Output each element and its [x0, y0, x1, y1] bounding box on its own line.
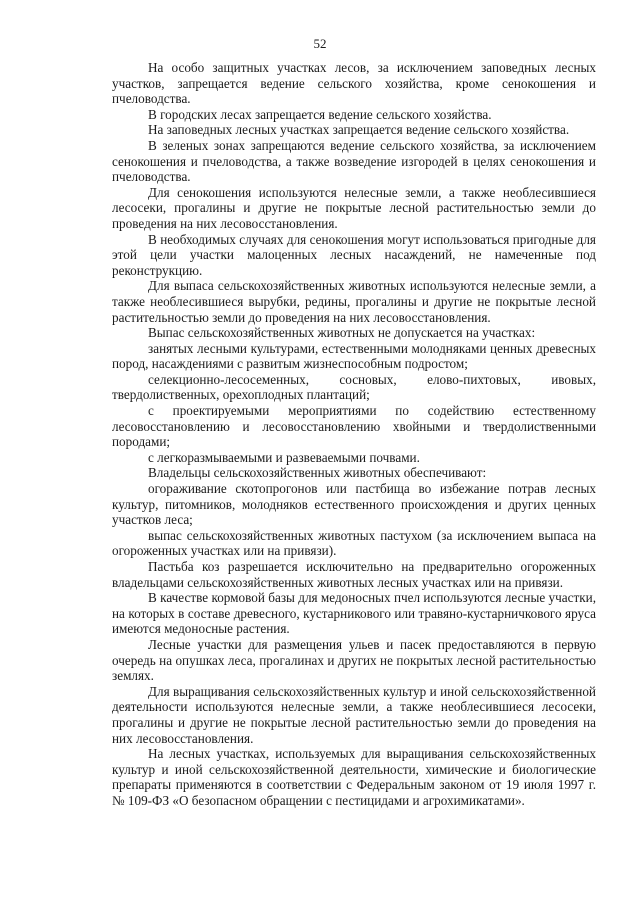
paragraph: В качестве кормовой базы для медоносных пчел используются лесные участки, на которых в составе древесного, кустарникового или травяно-кустарничкового яруса имеются медоносные растения.	[112, 590, 596, 637]
page-number: 52	[313, 36, 327, 51]
list-item: с легкоразмываемыми и развеваемыми почвами.	[148, 449, 420, 465]
paragraph: В зеленых зонах запрещаются ведение сельского хозяйства, за исключением сенокошения и пчеловодства, а также возведение изгородей в целях сенокошения и пчеловодства.	[112, 137, 596, 185]
paragraph: На заповедных лесных участках запрещается ведение сельского хозяйства.	[148, 122, 570, 138]
paragraph: В необходимых случаях для сенокошения могут использоваться пригодные для этой цели участки малоценных лесных насаждений, не намеченные под реконструкцию.	[112, 231, 596, 278]
paragraph: В городских лесах запрещается ведение сельского хозяйства.	[148, 106, 492, 122]
paragraph: Выпас сельскохозяйственных животных не допускается на участках:	[148, 325, 536, 341]
paragraph: Пастьба коз разрешается исключительно на предварительно огороженных владельцами сельскохозяйственных животных лесных участках или на привязи.	[112, 559, 596, 590]
list-item: огораживание скотопрогонов или пастбища во избежание потрав лесных культур, питомников, молодняков естественного происхождения и других ценных участков леса;	[112, 481, 596, 528]
paragraph: Для выпаса сельскохозяйственных животных используются нелесные земли, а также необлесившиеся вырубки, редины, прогалины и другие не покрытые лесной растительностью земли до проведения на них лесовосстановления.	[112, 278, 596, 325]
paragraph: Для сенокошения используются нелесные земли, а также необлесившиеся лесосеки, прогалины и другие не покрытые лесной растительностью земли до проведения на них лесовосстановления.	[112, 184, 596, 231]
body-text	[112, 60, 596, 809]
paragraph: На лесных участках, используемых для выращивания сельскохозяйственных культур и иной сельскохозяйственной деятельности, химические и биологические препараты применяются в соответствии с Федеральным законом от 19 июля 1997 г. № 109-ФЗ «О безопасном обращении с пестицидами и агрохимикатами».	[112, 746, 596, 808]
paragraph: Владельцы сельскохозяйственных животных обеспечивают:	[148, 465, 487, 481]
paragraph: На особо защитных участках лесов, за исключением заповедных лесных участков, запрещается ведение сельского хозяйства, кроме сенокошения и пчеловодства.	[112, 60, 596, 107]
list-item: занятых лесными культурами, естественными молодняками ценных древесных пород, насаждениями с развитым жизнеспособным подростом;	[112, 340, 596, 372]
list-item: с проектируемыми мероприятиями по содействию естественному лесовосстановлению и лесовосстановлению хвойными и твердолиственными породами;	[112, 403, 596, 450]
paragraph: Для выращивания сельскохозяйственных культур и иной сельскохозяйственной деятельности используются нелесные земли, а также необлесившиеся лесосеки, прогалины и другие не покрытые лесной растительностью земли до проведения на них лесовосстановления.	[112, 683, 596, 746]
list-item: выпас сельскохозяйственных животных пастухом (за исключением выпаса на огороженных участках или на привязи).	[112, 527, 596, 559]
list-item: селекционно-лесосеменных, сосновых, елово-пихтовых, ивовых, твердолиственных, орехоплодных плантаций;	[112, 371, 596, 403]
paragraph: Лесные участки для размещения ульев и пасек предоставляются в первую очередь на опушках леса, прогалинах и других не покрытых лесной растительностью землях.	[112, 636, 596, 684]
